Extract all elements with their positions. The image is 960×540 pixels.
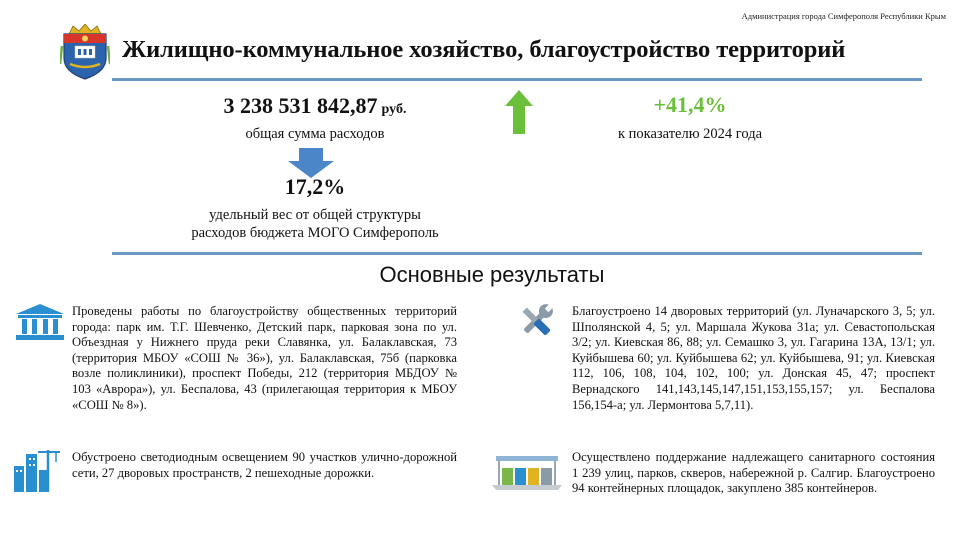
growth-value: +41,4%	[653, 92, 727, 117]
administration-caption: Администрация города Симферополя Республики Крым	[741, 11, 946, 21]
tools-icon	[516, 302, 556, 345]
coat-of-arms-emblem	[60, 24, 110, 80]
container-site-icon	[492, 452, 562, 499]
result-street-lighting: Обустроено светодиодным освещением 90 участков улично-дорожной сети, 27 дворовых пространств, 2 пешеходные дорожки.	[72, 450, 457, 480]
budget-share-value: 17,2%	[284, 174, 346, 199]
budget-share-label-line-1: удельный вес от общей структуры	[209, 207, 421, 223]
city-construction-icon	[12, 448, 60, 497]
total-amount-value: 3 238 531 842,87	[223, 93, 378, 118]
budget-share-label-line-2: расходов бюджета МОГО Симферополь	[191, 225, 439, 241]
page-title: Жилищно-коммунальное хозяйство, благоустройство территорий	[122, 36, 846, 63]
result-yard-territories: Благоустроено 14 дворовых территорий (ул. Луначарского 3, 5; ул. Шполянской 4, 5; ул. Маршала Жукова 31а; ул. Севастопольская 3/2; ул. Киевская 86, 88; ул. Семашко 3, ул. Гагарина 13А, 13/1; ул. Куйбышева 60; ул. Куйбышева 62; ул. Куйбышева, 91; ул. Киевская 112, 106, 108, 104, 102, 100; ул. Донская 45, 47; проспект Вернадского 141,143,145,147,151,153,155,157; ул. Беспалова 156,154-а; ул. Лермонтова 5,7,11).	[572, 304, 935, 412]
arrow-up-icon	[505, 90, 533, 139]
result-sanitary-maintenance: Осуществлено поддержание надлежащего санитарного состояния 1 239 улиц, парков, скверов, набережной р. Салгир. Благоустроено 94 контейнерных площадок, закуплено 385 контейнеров.	[572, 450, 935, 496]
title-divider	[112, 78, 922, 81]
budget-share-label	[160, 206, 470, 242]
building-columns-icon	[16, 304, 64, 345]
total-amount	[170, 93, 460, 119]
results-heading: Основные результаты	[379, 262, 605, 287]
growth-label: к показателю 2024 года	[617, 126, 763, 142]
result-public-territories: Проведены работы по благоустройству общественных территорий города: парк им. Т.Г. Шевченко, Детский парк, парковая зона по ул. Объездная у Нижнего пруда реки Славянка, ул. Балаклавская, 73 (территория МБОУ «СОШ № 36»), ул. Балаклавская, 75б (парковка возле поликлиники), проспект Победы, 212 (территория МБДОУ № 103 «Аврора»), ул. Беспалова, 43 (прилегающая территория к МБОУ «СОШ № 8»).	[72, 304, 457, 412]
currency-label: руб.	[381, 102, 407, 117]
summary-divider	[112, 252, 922, 255]
total-amount-label: общая сумма расходов	[245, 126, 385, 142]
